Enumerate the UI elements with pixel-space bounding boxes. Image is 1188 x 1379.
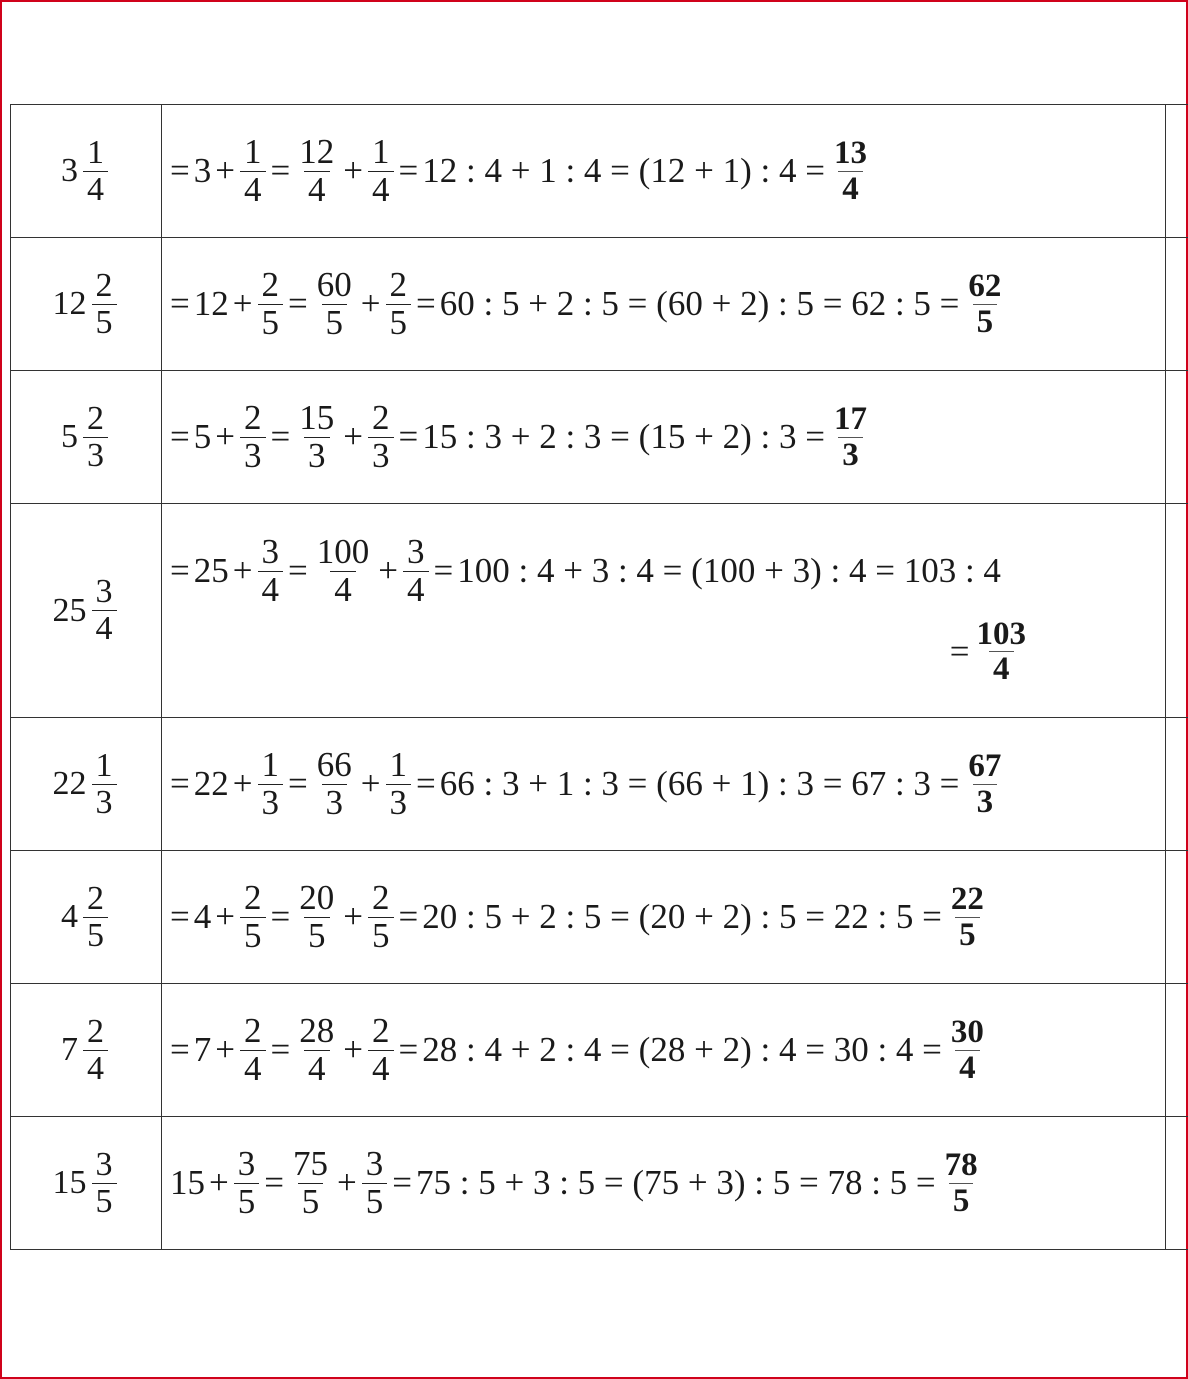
- equals-sign: =: [270, 1030, 291, 1069]
- whole-number: 15: [52, 1164, 87, 1201]
- denominator: 3: [368, 437, 394, 475]
- equals-sign: =: [170, 551, 190, 591]
- empty-cell: [1166, 504, 1188, 718]
- plus-sign: +: [343, 417, 363, 456]
- table-row: [11, 105, 1188, 238]
- fraction-part: [92, 1147, 117, 1219]
- fraction-part: [362, 1143, 388, 1221]
- equals-sign: =: [416, 764, 436, 803]
- division-steps: 15 : 3 + 2 : 3 = (15 + 2) : 3 =: [422, 417, 825, 456]
- numerator: 20: [299, 877, 335, 917]
- plus-sign: +: [215, 897, 235, 936]
- whole-number: 7: [193, 1030, 212, 1069]
- result-fraction: [830, 402, 871, 472]
- fraction-part: [368, 1010, 394, 1088]
- result-fraction: [947, 1015, 988, 1085]
- plus-sign: +: [343, 1030, 363, 1069]
- numerator: 66: [316, 744, 352, 784]
- whole-number: 15: [170, 1163, 205, 1202]
- equals-sign: =: [433, 551, 454, 591]
- continuation-line: [168, 617, 1165, 687]
- numerator: 2: [244, 1010, 262, 1050]
- equals-sign: =: [398, 897, 419, 936]
- numerator: 1: [87, 133, 104, 171]
- empty-cell: [1166, 1117, 1188, 1250]
- denominator: 3: [838, 437, 863, 473]
- numerator: 2: [244, 877, 262, 917]
- plus-sign: +: [378, 551, 398, 591]
- empty-cell: [1166, 984, 1188, 1117]
- denominator: 5: [955, 917, 980, 953]
- denominator: 5: [92, 1183, 117, 1220]
- numerator: 17: [833, 400, 867, 437]
- numerator: 2: [372, 877, 390, 917]
- numerator: 2: [87, 399, 104, 437]
- expression-cell: [162, 238, 1166, 371]
- conversion-expression: [168, 744, 1165, 822]
- equals-sign: =: [398, 417, 419, 456]
- equals-sign: =: [392, 1163, 412, 1202]
- expanded-whole-fraction: [313, 744, 356, 822]
- mixed-number-cell: [11, 1117, 162, 1250]
- denominator: 4: [83, 1050, 108, 1087]
- fraction-part: [92, 748, 117, 820]
- whole-number: 22: [52, 765, 87, 802]
- denominator: 4: [368, 171, 394, 209]
- equals-sign: =: [170, 764, 190, 803]
- numerator: 30: [950, 1013, 984, 1050]
- mixed-number-cell: [11, 851, 162, 984]
- numerator: 1: [372, 131, 390, 171]
- mixed-number-cell: [11, 504, 162, 718]
- plus-sign: +: [215, 417, 235, 456]
- expression-cell: [162, 371, 1166, 504]
- fraction-part: [240, 131, 266, 209]
- expression-cell: [162, 851, 1166, 984]
- denominator: 4: [92, 610, 117, 647]
- table-row: [11, 504, 1188, 718]
- numerator: 2: [372, 397, 390, 437]
- denominator: 5: [368, 917, 394, 955]
- denominator: 4: [838, 171, 863, 207]
- plus-sign: +: [215, 151, 235, 190]
- denominator: 4: [304, 171, 330, 209]
- numerator: 2: [87, 1012, 104, 1050]
- equals-sign: =: [949, 631, 970, 671]
- plus-sign: +: [343, 897, 363, 936]
- denominator: 5: [234, 1183, 260, 1221]
- equals-sign: =: [170, 284, 190, 323]
- denominator: 4: [240, 171, 266, 209]
- whole-number: 3: [61, 152, 78, 189]
- denominator: 5: [92, 304, 117, 341]
- division-steps: 28 : 4 + 2 : 4 = (28 + 2) : 4 = 30 : 4 =: [422, 1030, 942, 1069]
- denominator: 4: [258, 571, 284, 609]
- equals-sign: =: [170, 417, 190, 456]
- fraction-part: [92, 574, 117, 646]
- fraction-part: [240, 397, 266, 475]
- equals-sign: =: [270, 897, 291, 936]
- equals-sign: =: [416, 284, 436, 323]
- numerator: 3: [95, 573, 113, 611]
- conversion-table: [10, 104, 1188, 1250]
- division-steps: 20 : 5 + 2 : 5 = (20 + 2) : 5 = 22 : 5 =: [422, 897, 942, 936]
- table-row: [11, 984, 1188, 1117]
- table-row: [11, 238, 1188, 371]
- expanded-whole-fraction: [313, 264, 356, 342]
- numerator: 2: [389, 264, 407, 304]
- denominator: 5: [240, 917, 266, 955]
- equals-sign: =: [270, 151, 291, 190]
- fraction-part: [368, 397, 394, 475]
- numerator: 2: [244, 397, 262, 437]
- denominator: 3: [322, 784, 348, 822]
- mixed-number-cell: [11, 984, 162, 1117]
- empty-cell: [1166, 851, 1188, 984]
- equals-sign: =: [170, 897, 190, 936]
- numerator: 22: [950, 880, 984, 917]
- plus-sign: +: [337, 1163, 357, 1202]
- denominator: 5: [258, 304, 284, 342]
- numerator: 62: [968, 267, 1002, 304]
- empty-cell: [1166, 371, 1188, 504]
- conversion-expression: [168, 131, 1165, 209]
- empty-cell: [1166, 718, 1188, 851]
- result-fraction: [964, 269, 1005, 339]
- numerator: 1: [389, 744, 407, 784]
- mixed-number: [53, 1147, 120, 1219]
- whole-number: 3: [193, 151, 212, 190]
- mixed-number: [53, 748, 120, 820]
- whole-number: 22: [193, 764, 229, 803]
- expanded-whole-fraction: [295, 131, 338, 209]
- expression-cell: [162, 105, 1166, 238]
- denominator: 4: [83, 171, 108, 208]
- numerator: 28: [299, 1010, 335, 1050]
- fraction-part: [368, 877, 394, 955]
- expression-cell: [162, 504, 1166, 718]
- expanded-whole-fraction: [289, 1143, 332, 1221]
- numerator: 15: [299, 397, 335, 437]
- fraction-part: [386, 744, 412, 822]
- denominator: 5: [973, 304, 998, 340]
- plus-sign: +: [209, 1163, 229, 1202]
- equals-sign: =: [270, 417, 291, 456]
- fraction-part: [403, 534, 429, 609]
- result-fraction: [947, 882, 988, 952]
- denominator: 4: [368, 1050, 394, 1088]
- mixed-number-cell: [11, 238, 162, 371]
- numerator: 3: [407, 532, 425, 572]
- fraction-part: [83, 881, 108, 953]
- expression-cell: [162, 984, 1166, 1117]
- denominator: 4: [955, 1050, 980, 1086]
- plus-sign: +: [232, 284, 253, 323]
- table-row: [11, 718, 1188, 851]
- plus-sign: +: [232, 764, 253, 803]
- denominator: 3: [973, 784, 998, 820]
- equals-sign: =: [288, 764, 308, 803]
- denominator: 3: [386, 784, 412, 822]
- conversion-expression: [168, 264, 1165, 342]
- denominator: 3: [83, 437, 108, 474]
- empty-cell: [1166, 238, 1188, 371]
- denominator: 4: [330, 571, 356, 609]
- numerator: 12: [299, 131, 335, 171]
- whole-number: 25: [52, 591, 87, 629]
- whole-number: 12: [52, 285, 87, 322]
- numerator: 3: [261, 532, 279, 572]
- denominator: 3: [92, 784, 117, 821]
- denominator: 5: [298, 1183, 324, 1221]
- conversion-expression: [168, 1143, 1165, 1221]
- denominator: 3: [240, 437, 266, 475]
- mixed-number-cell: [11, 105, 162, 238]
- conversion-expression: [168, 877, 1165, 955]
- denominator: 4: [304, 1050, 330, 1088]
- table-row: [11, 1117, 1188, 1250]
- plus-sign: +: [232, 551, 253, 591]
- denominator: 5: [322, 304, 348, 342]
- mixed-number: [61, 401, 111, 473]
- plus-sign: +: [343, 151, 363, 190]
- expression-cell: [162, 718, 1166, 851]
- denominator: 4: [989, 651, 1014, 687]
- result-fraction: [941, 1148, 982, 1218]
- expanded-whole-fraction: [295, 877, 338, 955]
- numerator: 3: [95, 1145, 113, 1183]
- fraction-part: [258, 744, 284, 822]
- mixed-number: [61, 881, 111, 953]
- mixed-number: [53, 574, 120, 646]
- equals-sign: =: [398, 1030, 419, 1069]
- denominator: 4: [403, 571, 429, 609]
- numerator: 2: [95, 266, 113, 304]
- whole-number: 25: [193, 551, 229, 591]
- fraction-part: [386, 264, 412, 342]
- numerator: 67: [968, 747, 1002, 784]
- denominator: 5: [304, 917, 330, 955]
- fraction-part: [368, 131, 394, 209]
- fraction-part: [240, 877, 266, 955]
- expanded-whole-fraction: [313, 534, 374, 609]
- plus-sign: +: [360, 764, 381, 803]
- numerator: 2: [261, 264, 279, 304]
- expression-cell: [162, 1117, 1166, 1250]
- table-row: [11, 371, 1188, 504]
- expanded-whole-fraction: [295, 1010, 338, 1088]
- whole-number: 12: [193, 284, 229, 323]
- result-fraction: [964, 749, 1005, 819]
- fraction-part: [83, 135, 108, 207]
- whole-number: 4: [193, 897, 212, 936]
- table-row: [11, 851, 1188, 984]
- equals-sign: =: [398, 151, 419, 190]
- numerator: 3: [237, 1143, 256, 1183]
- numerator: 103: [976, 615, 1026, 652]
- conversion-expression: [168, 534, 1165, 609]
- mixed-number-cell: [11, 371, 162, 504]
- numerator: 1: [95, 746, 113, 784]
- whole-number: 5: [61, 418, 78, 455]
- division-steps: 100 : 4 + 3 : 4 = (100 + 3) : 4 = 103 : 4: [457, 551, 1001, 591]
- fraction-part: [234, 1143, 260, 1221]
- plus-sign: +: [215, 1030, 235, 1069]
- denominator: 5: [362, 1183, 388, 1221]
- fraction-part: [258, 534, 284, 609]
- equals-sign: =: [170, 1030, 190, 1069]
- conversion-expression: [168, 397, 1165, 475]
- equals-sign: =: [170, 151, 190, 190]
- denominator: 5: [949, 1183, 974, 1219]
- numerator: 3: [365, 1143, 384, 1183]
- equals-sign: =: [288, 284, 308, 323]
- numerator: 1: [261, 744, 279, 784]
- denominator: 5: [83, 917, 108, 954]
- conversion-expression: [168, 1010, 1165, 1088]
- equals-sign: =: [288, 551, 308, 591]
- fraction-part: [240, 1010, 266, 1088]
- division-steps: 66 : 3 + 1 : 3 = (66 + 1) : 3 = 67 : 3 =: [439, 764, 960, 803]
- numerator: 2: [87, 879, 104, 917]
- numerator: 2: [372, 1010, 390, 1050]
- numerator: 100: [316, 532, 370, 572]
- fraction-part: [83, 1014, 108, 1086]
- whole-number: 4: [61, 898, 78, 935]
- result-fraction: [830, 136, 871, 206]
- fraction-part: [83, 401, 108, 473]
- whole-number: 5: [193, 417, 212, 456]
- mixed-number: [61, 135, 111, 207]
- numerator: 1: [244, 131, 262, 171]
- denominator: 5: [386, 304, 412, 342]
- fraction-part: [258, 264, 284, 342]
- numerator: 60: [316, 264, 352, 304]
- numerator: 13: [833, 134, 867, 171]
- division-steps: 12 : 4 + 1 : 4 = (12 + 1) : 4 =: [422, 151, 825, 190]
- plus-sign: +: [360, 284, 381, 323]
- mixed-number: [61, 1014, 111, 1086]
- division-steps: 75 : 5 + 3 : 5 = (75 + 3) : 5 = 78 : 5 =: [416, 1163, 936, 1202]
- denominator: 3: [304, 437, 330, 475]
- empty-cell: [1166, 105, 1188, 238]
- whole-number: 7: [61, 1031, 78, 1068]
- fraction-part: [92, 268, 117, 340]
- division-steps: 60 : 5 + 2 : 5 = (60 + 2) : 5 = 62 : 5 =: [439, 284, 960, 323]
- mixed-number-cell: [11, 718, 162, 851]
- result-fraction: [973, 617, 1031, 687]
- expanded-whole-fraction: [295, 397, 338, 475]
- mixed-number: [53, 268, 120, 340]
- denominator: 3: [258, 784, 284, 822]
- equals-sign: =: [264, 1163, 284, 1202]
- numerator: 78: [944, 1146, 978, 1183]
- denominator: 4: [240, 1050, 266, 1088]
- numerator: 75: [293, 1143, 328, 1183]
